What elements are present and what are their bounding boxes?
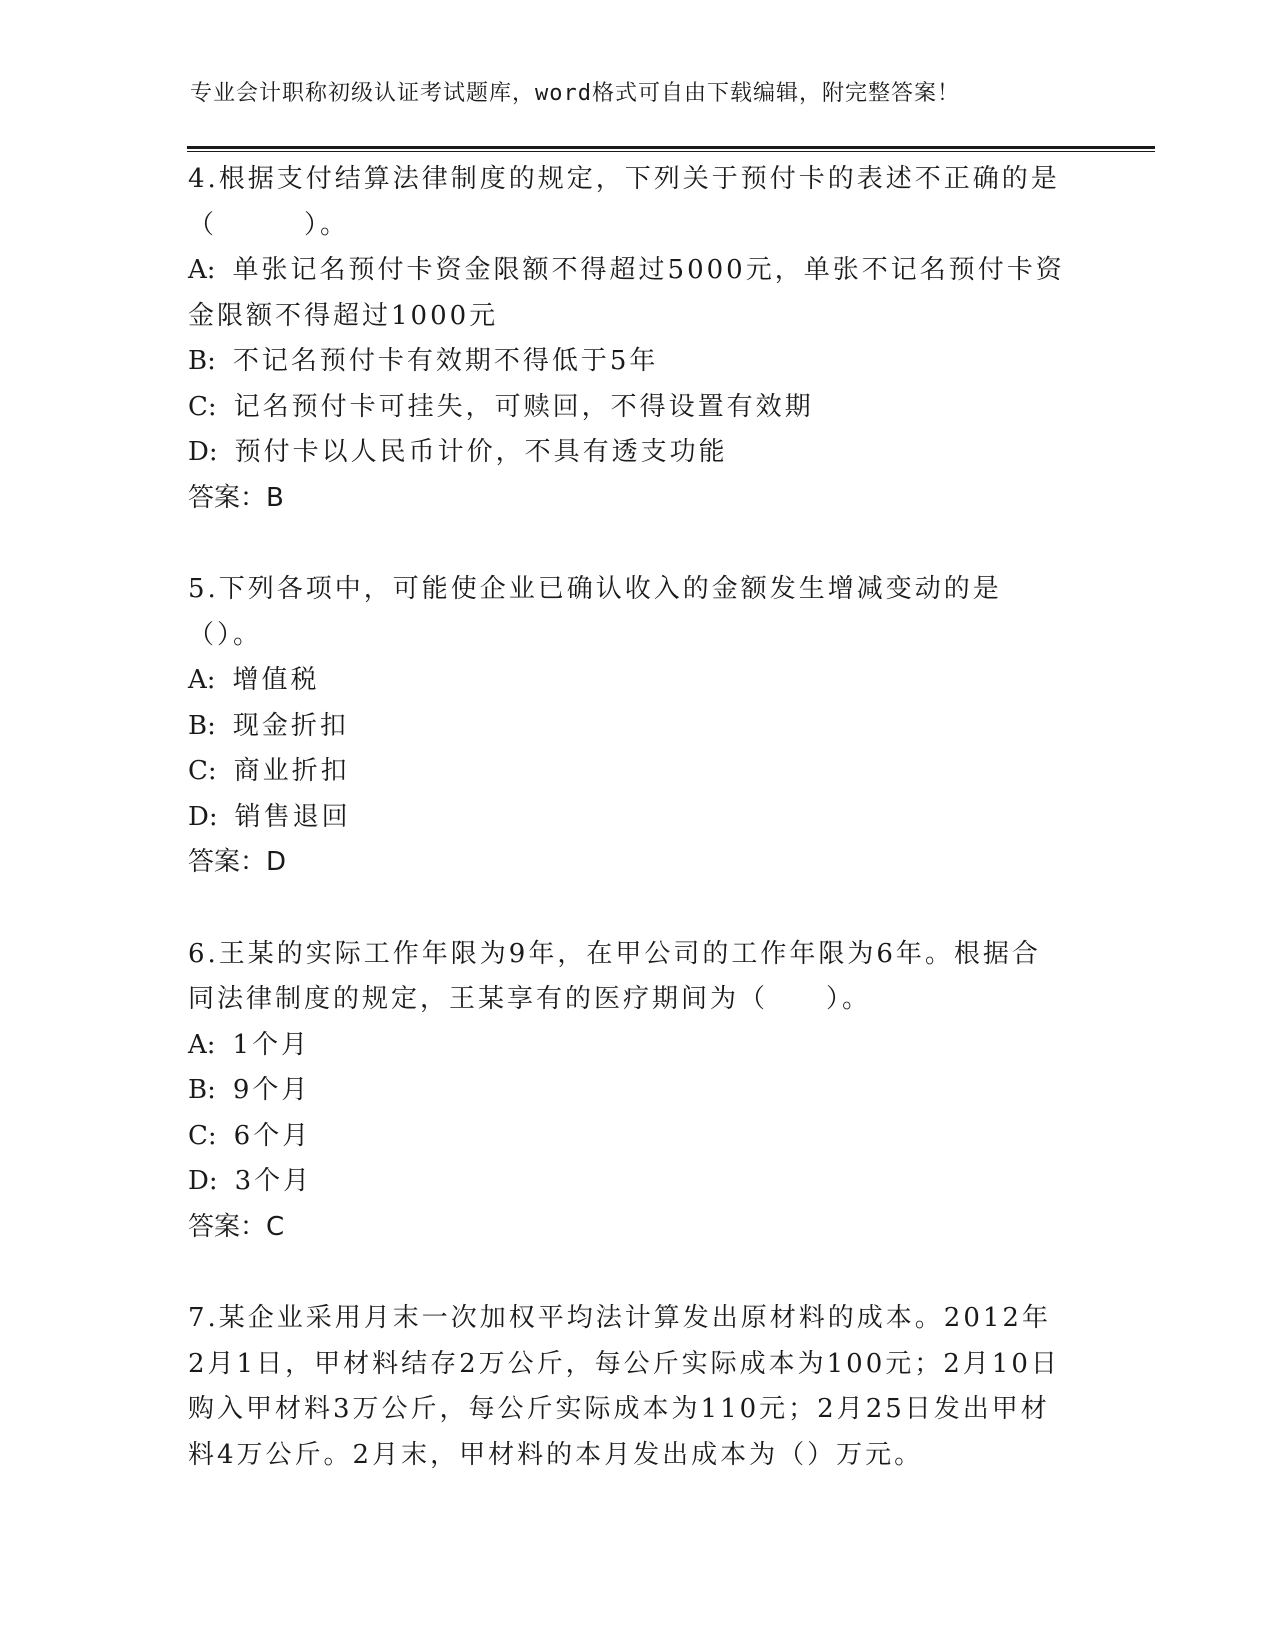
header-rule-thin: [187, 151, 1155, 152]
question-7: [188, 1296, 1068, 1478]
answer-label: 答案：: [188, 1211, 267, 1242]
answer-label: 答案：: [188, 482, 267, 513]
option-b: B: 不记名预付卡有效期不得低于5年: [188, 346, 659, 376]
question-stem: 7.某企业采用月末一次加权平均法计算发出原材料的成本。2012年2月1日，甲材料结存2万公斤，每公斤实际成本为100元；2月10日购入甲材料3万公斤，每公斤实际成本为110元；2月25日发出甲材料4万公斤。2月末，甲材料的本月发出成本为（）万元。: [188, 1303, 1060, 1470]
question-6: [188, 932, 1068, 1251]
option-a: A: 单张记名预付卡资金限额不得超过5000元，单张不记名预付卡资金限额不得超过1000元: [188, 255, 1065, 331]
option-b: B: 9个月: [188, 1075, 311, 1105]
answer-value: C: [266, 1211, 285, 1242]
option-d: D: 预付卡以人民币计价，不具有透支功能: [188, 437, 728, 467]
answer-label: 答案：: [188, 847, 267, 877]
answer-value: B: [266, 482, 284, 513]
answer-line: [188, 840, 1068, 886]
document-header: 专业会计职称初级认证考试题库，word格式可自由下载编辑，附完整答案！: [190, 81, 960, 106]
option-b: B: 现金折扣: [188, 710, 349, 741]
option-d: D: 销售退回: [188, 801, 351, 832]
question-stem: 5.下列各项中，可能使企业已确认收入的金额发生增减变动的是（）。: [188, 574, 1002, 650]
option-a: A: 1个月: [188, 1029, 311, 1060]
option-c: C: 商业折扣: [188, 756, 350, 786]
answer-line: [188, 1205, 1068, 1251]
answer-value: D: [266, 847, 287, 877]
header-rule-thick: [187, 146, 1155, 149]
question-5: [188, 567, 1068, 886]
question-4: [188, 157, 1068, 521]
option-d: D: 3个月: [188, 1166, 313, 1196]
question-stem: 4.根据支付结算法律制度的规定，下列关于预付卡的表述不正确的是（ ）。: [188, 164, 1060, 240]
option-c: C: 记名预付卡可挂失，可赎回，不得设置有效期: [188, 391, 814, 422]
question-list: [188, 157, 1068, 1478]
question-stem: 6.王某的实际工作年限为9年，在甲公司的工作年限为6年。根据合同法律制度的规定，王某享有的医疗期间为（ ）。: [188, 938, 1041, 1014]
option-c: C: 6个月: [188, 1120, 312, 1151]
option-a: A: 增值税: [188, 665, 320, 695]
answer-line: [188, 476, 1068, 522]
